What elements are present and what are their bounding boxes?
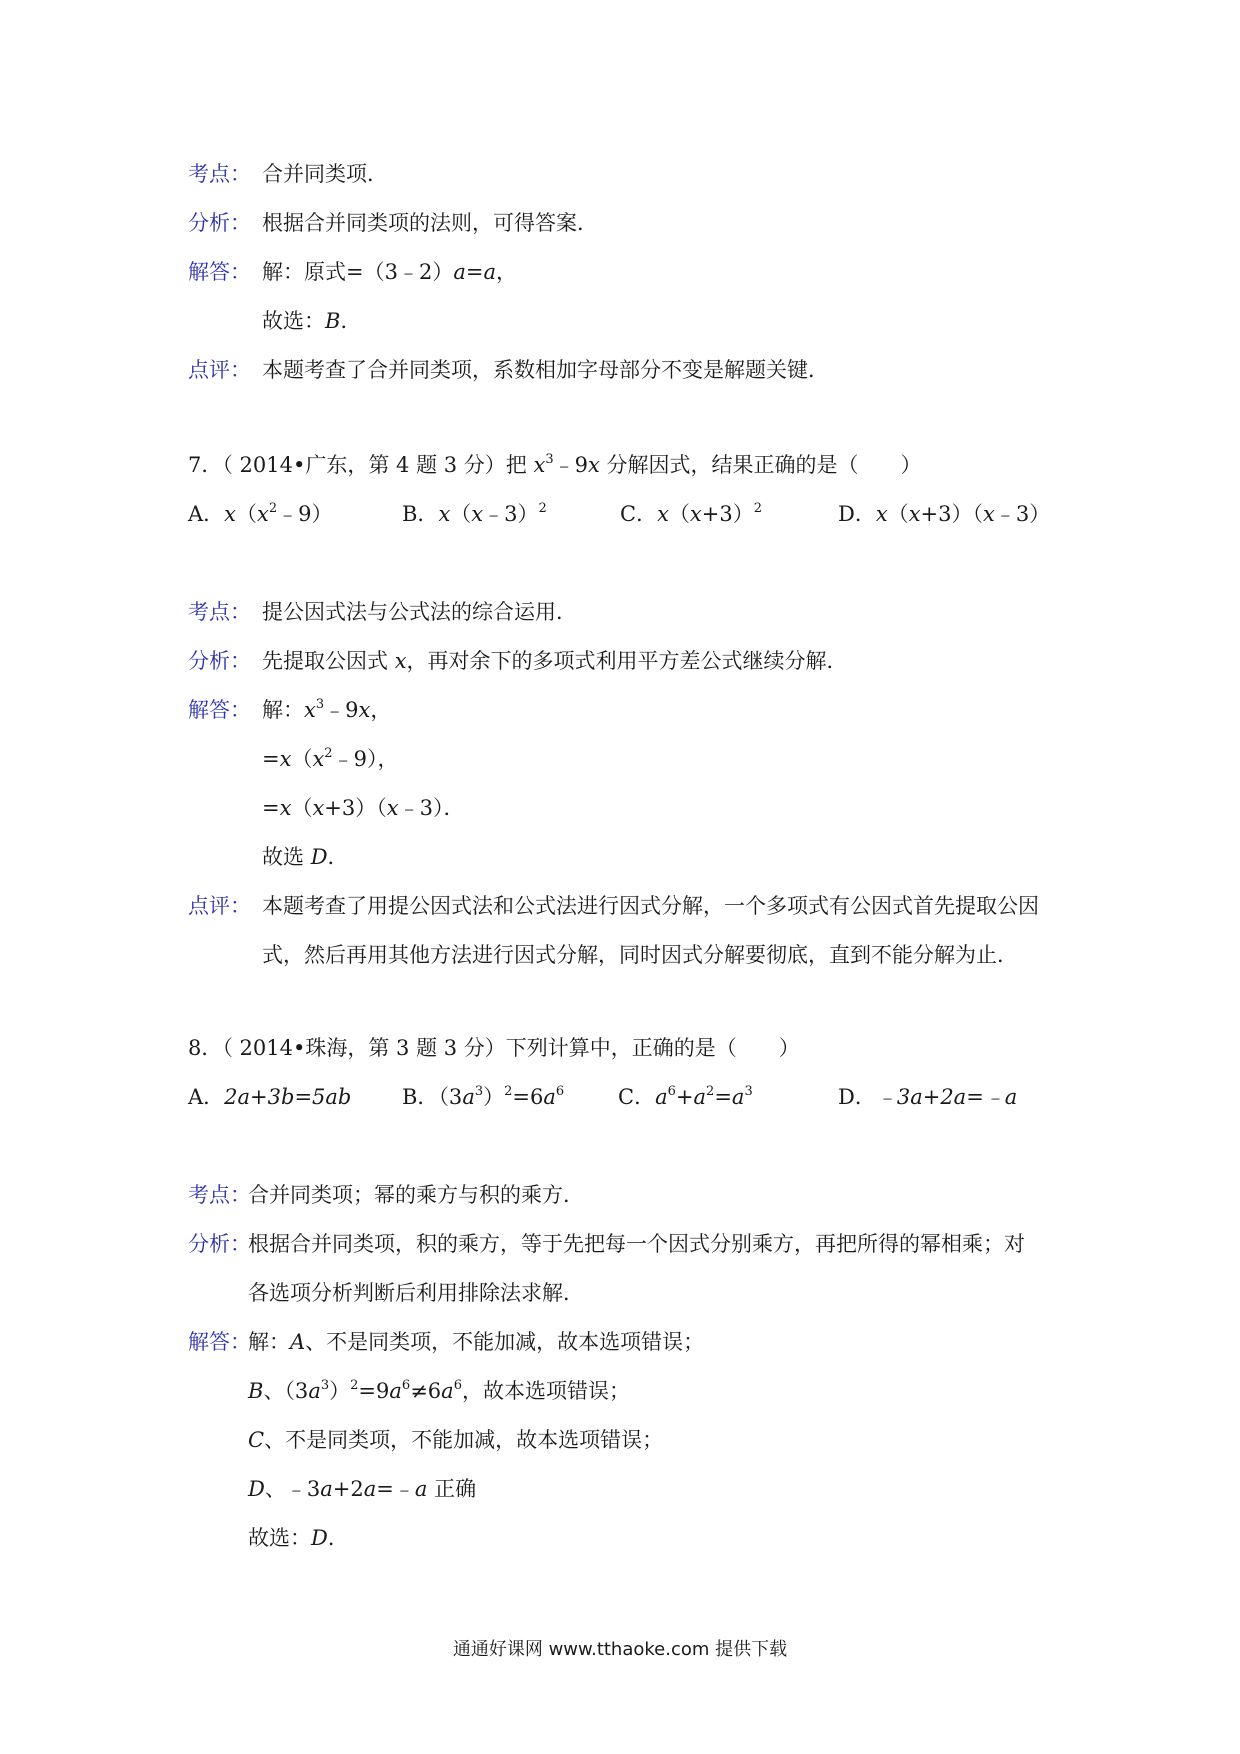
math-var: D bbox=[311, 1526, 328, 1550]
text-run: 先提取公因式 bbox=[262, 649, 395, 673]
math-var: x bbox=[257, 502, 269, 526]
option-d bbox=[838, 499, 1050, 529]
text-run: 、﹣3 bbox=[264, 1477, 321, 1501]
dianping-text: 本题考查了合并同类项，系数相加字母部分不变是解题关键． bbox=[262, 358, 829, 382]
text-run: +3）（ bbox=[324, 796, 387, 820]
text-run: 正确 bbox=[427, 1477, 477, 1501]
math-var: a bbox=[389, 1379, 402, 1403]
text-run: ﹣9） bbox=[277, 502, 333, 526]
jieda-line bbox=[262, 257, 517, 287]
math-var: D bbox=[248, 1477, 265, 1501]
math-var: a bbox=[543, 1085, 556, 1109]
option-a bbox=[188, 499, 333, 529]
fenxi-text: 各选项分析判断后利用排除法求解． bbox=[248, 1281, 584, 1305]
math-var: a bbox=[731, 1085, 745, 1109]
math-var: a bbox=[462, 1085, 475, 1109]
text-run: ， bbox=[370, 698, 392, 722]
option-c bbox=[618, 1082, 753, 1112]
superscript: 3 bbox=[315, 697, 325, 712]
math-var: x bbox=[875, 502, 888, 526]
math-var: x bbox=[312, 796, 325, 820]
math-var: x bbox=[279, 796, 292, 820]
option-letter: A． bbox=[188, 502, 225, 526]
text-run: ） bbox=[329, 1379, 351, 1403]
text-run: =﹣ bbox=[376, 1477, 415, 1501]
text-run: = bbox=[262, 796, 280, 820]
math-step bbox=[248, 1425, 663, 1455]
math-var: x bbox=[438, 502, 451, 526]
option-letter: B． bbox=[402, 1085, 439, 1109]
text-run: = bbox=[262, 747, 280, 771]
option-letter: D． bbox=[838, 502, 876, 526]
dianping-text: 式，然后再用其他方法进行因式分解，同时因式分解要彻底，直到不能分解为止． bbox=[262, 943, 1018, 967]
text-run: =9 bbox=[358, 1379, 390, 1403]
text-run: 解：原式=（3﹣2） bbox=[262, 260, 454, 284]
math-var: a bbox=[693, 1085, 707, 1109]
kaodian-text: 提公因式法与公式法的综合运用． bbox=[262, 600, 577, 624]
text-run: 故选 bbox=[262, 845, 311, 869]
text-run: （3 bbox=[438, 1085, 463, 1109]
text-run: 故选： bbox=[262, 309, 325, 333]
fenxi-label: 分析： bbox=[188, 649, 251, 673]
text-run: 解： bbox=[262, 698, 304, 722]
text-run: +3） bbox=[701, 502, 754, 526]
text-run: 、（3 bbox=[263, 1379, 309, 1403]
superscript: 2 bbox=[324, 746, 333, 761]
superscript: 2 bbox=[706, 1084, 715, 1099]
math-var: B bbox=[325, 309, 341, 333]
superscript: 3 bbox=[744, 1084, 753, 1099]
math-var: x bbox=[587, 453, 600, 477]
question-stem: 8．（ 2014•珠海，第 3 题 3 分）下列计算中，正确的是（ ） bbox=[188, 1036, 800, 1060]
superscript: 2 bbox=[350, 1378, 359, 1393]
superscript: 3 bbox=[320, 1378, 330, 1393]
text-run: （ bbox=[887, 502, 909, 526]
superscript: 3 bbox=[474, 1084, 484, 1099]
option-c bbox=[620, 499, 762, 529]
text-run: ． bbox=[327, 1526, 349, 1550]
text-run: （ bbox=[291, 747, 313, 771]
text-run: ，故本选项错误； bbox=[461, 1379, 630, 1403]
text-run: ， bbox=[495, 260, 517, 284]
math-var: a=a bbox=[453, 260, 496, 284]
answer-choice bbox=[262, 842, 349, 872]
superscript: 2 bbox=[753, 501, 763, 516]
text-run: 故选： bbox=[248, 1526, 311, 1550]
text-run: （ bbox=[450, 502, 472, 526]
text-run: ． bbox=[340, 309, 362, 333]
answer-choice bbox=[248, 1523, 349, 1553]
text-run: ） bbox=[483, 1085, 505, 1109]
math-var: x bbox=[394, 649, 407, 673]
math-step bbox=[262, 793, 464, 823]
text-run: ﹣3）． bbox=[398, 796, 465, 820]
superscript: 6 bbox=[401, 1378, 411, 1393]
math-var: A bbox=[290, 1330, 306, 1354]
jieda-label: 解答： bbox=[188, 260, 251, 284]
option-letter: C． bbox=[618, 1085, 656, 1109]
text-run: 、不是同类项，不能加减，故本选项错误； bbox=[264, 1428, 664, 1452]
text-run: 解： bbox=[248, 1330, 290, 1354]
math-var: x bbox=[908, 502, 921, 526]
math-expression: ﹣3a+2a=﹣a bbox=[875, 1085, 1018, 1109]
question-stem bbox=[188, 450, 922, 480]
jieda-line bbox=[248, 1327, 704, 1357]
text-run: ﹣9 bbox=[553, 453, 588, 477]
dianping-label: 点评： bbox=[188, 358, 251, 382]
math-step bbox=[262, 744, 398, 774]
fenxi-text: 根据合并同类项，积的乘方，等于先把每一个因式分别乘方，再把所得的幂相乘；对 bbox=[248, 1232, 1025, 1256]
kaodian-text: 合并同类项；幂的乘方与积的乘方． bbox=[248, 1183, 584, 1207]
option-letter: D． bbox=[838, 1085, 876, 1109]
kaodian-label: 考点： bbox=[188, 600, 251, 624]
text-run: ，再对余下的多项式利用平方差公式继续分解． bbox=[406, 649, 848, 673]
text-run: ﹣9 bbox=[324, 698, 359, 722]
math-var: x bbox=[279, 747, 292, 771]
kaodian-text: 合并同类项． bbox=[262, 162, 388, 186]
math-var: x bbox=[312, 747, 325, 771]
math-var: x bbox=[386, 796, 399, 820]
math-var: a bbox=[363, 1477, 377, 1501]
text-run: + bbox=[675, 1085, 694, 1109]
math-step bbox=[248, 1376, 630, 1406]
text-run: ≠6 bbox=[410, 1379, 442, 1403]
option-b bbox=[402, 1082, 564, 1112]
dianping-text: 本题考查了用提公因式法和公式法进行因式分解，一个多项式有公因式首先提取公因 bbox=[262, 894, 1039, 918]
math-var: x bbox=[533, 453, 546, 477]
math-var: x bbox=[689, 502, 702, 526]
math-var: x bbox=[304, 698, 316, 722]
kaodian-label: 考点： bbox=[188, 1183, 251, 1207]
text-run: ﹣9）， bbox=[332, 747, 399, 771]
page-footer: 通通好课网 www.tthaoke.com 提供下载 bbox=[452, 1639, 788, 1660]
math-var: x bbox=[358, 698, 371, 722]
math-var: D bbox=[310, 845, 328, 869]
dianping-label: 点评： bbox=[188, 894, 251, 918]
math-var: C bbox=[248, 1428, 265, 1452]
superscript: 2 bbox=[538, 501, 547, 516]
text-run: （ bbox=[236, 502, 258, 526]
superscript: 6 bbox=[667, 1084, 676, 1099]
text-run: +3）（ bbox=[920, 502, 983, 526]
math-var: x bbox=[983, 502, 995, 526]
jieda-label: 解答： bbox=[188, 698, 251, 722]
math-var: x bbox=[224, 502, 237, 526]
fenxi-label: 分析： bbox=[188, 211, 251, 235]
jieda-label: 解答： bbox=[188, 1330, 251, 1354]
math-var: a bbox=[655, 1085, 668, 1109]
text-run: 、不是同类项，不能加减，故本选项错误； bbox=[305, 1330, 705, 1354]
option-b bbox=[402, 499, 547, 529]
superscript: 2 bbox=[268, 501, 278, 516]
math-var: a bbox=[320, 1477, 333, 1501]
math-expression: 2a+3b=5ab bbox=[224, 1085, 352, 1109]
math-var: a bbox=[414, 1477, 428, 1501]
text-run: ﹣3） bbox=[994, 502, 1051, 526]
fenxi-text: 根据合并同类项的法则，可得答案． bbox=[262, 211, 598, 235]
math-var: x bbox=[471, 502, 484, 526]
superscript: 3 bbox=[545, 452, 554, 467]
answer-choice bbox=[262, 306, 361, 336]
text-run: 7．（ 2014•广东，第 4 题 3 分）把 bbox=[188, 453, 534, 477]
text-run: （ bbox=[668, 502, 690, 526]
option-a bbox=[188, 1082, 351, 1112]
superscript: 6 bbox=[453, 1378, 462, 1393]
math-var: x bbox=[657, 502, 669, 526]
text-run: 分解因式，结果正确的是（ ） bbox=[599, 453, 922, 477]
math-step bbox=[248, 1474, 476, 1504]
math-var: B bbox=[248, 1379, 264, 1403]
text-run: =6 bbox=[512, 1085, 544, 1109]
option-letter: C． bbox=[620, 502, 658, 526]
fenxi-text bbox=[262, 646, 848, 676]
superscript: 6 bbox=[555, 1084, 565, 1099]
option-letter: A． bbox=[188, 1085, 225, 1109]
text-run: +2 bbox=[332, 1477, 364, 1501]
text-run: ﹣3） bbox=[483, 502, 539, 526]
math-var: a bbox=[308, 1379, 321, 1403]
superscript: 2 bbox=[504, 1084, 513, 1099]
math-var: a bbox=[441, 1379, 454, 1403]
text-run: （ bbox=[291, 796, 313, 820]
text-run: ． bbox=[327, 845, 349, 869]
text-run: = bbox=[714, 1085, 732, 1109]
option-d bbox=[838, 1082, 1017, 1112]
option-letter: B． bbox=[402, 502, 439, 526]
jieda-line bbox=[262, 695, 391, 725]
kaodian-label: 考点： bbox=[188, 162, 251, 186]
fenxi-label: 分析： bbox=[188, 1232, 251, 1256]
